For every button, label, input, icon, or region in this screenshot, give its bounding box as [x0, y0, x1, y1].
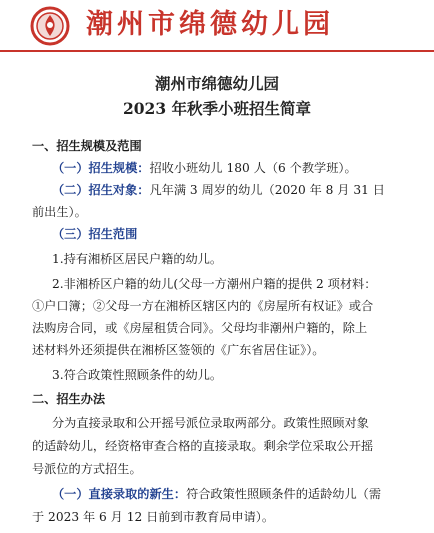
list-item-2-line1: 2.非湘桥区户籍的幼儿(父母一方潮州户籍的提供 2 项材料： — [52, 277, 377, 291]
text-direct-admission-cont: 于 2023 年 6 月 12 日前到市教育局申请）。 — [32, 510, 275, 524]
section-heading-2: 二、招生办法 — [32, 392, 106, 406]
document-title-line1: 潮州市绵德幼儿园 — [154, 74, 279, 93]
method-paragraph-line1: 分为直接录取和公开摇号派位录取两部分。政策性照顾对象 — [52, 416, 369, 430]
list-item-2-line3: 法购房合同，或《房屋租赁合同》。父母均非潮州户籍的，除上 — [32, 321, 368, 335]
banner-title: 潮州市绵德幼儿园 — [86, 9, 334, 40]
paragraph-direct-admission — [52, 484, 412, 504]
method-paragraph-line3: 号派位的方式招生。 — [32, 462, 142, 476]
list-item-1: 1.持有湘桥区居民户籍的幼儿。 — [52, 252, 223, 266]
list-item-2-line2: ①户口簿；②父母一方在湘桥区辖区内的《房屋所有权证》或合 — [32, 299, 374, 313]
label-direct-admission: （一）直接录取的新生： — [52, 487, 187, 501]
label-range: （三）招生范围 — [52, 227, 138, 241]
label-scale: （一）招生规模： — [52, 161, 150, 175]
document-title-line2: 2023 年秋季小班招生简章 — [122, 99, 312, 118]
section-heading-1: 一、招生规模及范围 — [32, 139, 142, 153]
paragraph-target — [52, 180, 412, 200]
paragraph-scale — [52, 158, 412, 178]
text-target-cont: 前出生）。 — [32, 205, 87, 219]
list-item-3: 3.符合政策性照顾条件的幼儿。 — [52, 368, 223, 382]
text-scale: 招收小班幼儿 180 人（6 个教学班）。 — [149, 161, 357, 175]
method-paragraph-line2: 的适龄幼儿，经资格审查合格的直接录取。剩余学位采取公开摇 — [32, 439, 374, 453]
label-target: （二）招生对象： — [52, 183, 150, 197]
kindergarten-logo-icon — [30, 6, 70, 46]
header-banner — [0, 0, 434, 52]
text-target: 凡年满 3 周岁的幼儿（2020 年 8 月 31 日 — [149, 183, 385, 197]
text-direct-admission: 符合政策性照顾条件的适龄幼儿（需 — [186, 487, 382, 501]
list-item-2-line4: 述材料外还须提供在湘桥区签领的《广东省居住证》）。 — [32, 343, 325, 357]
